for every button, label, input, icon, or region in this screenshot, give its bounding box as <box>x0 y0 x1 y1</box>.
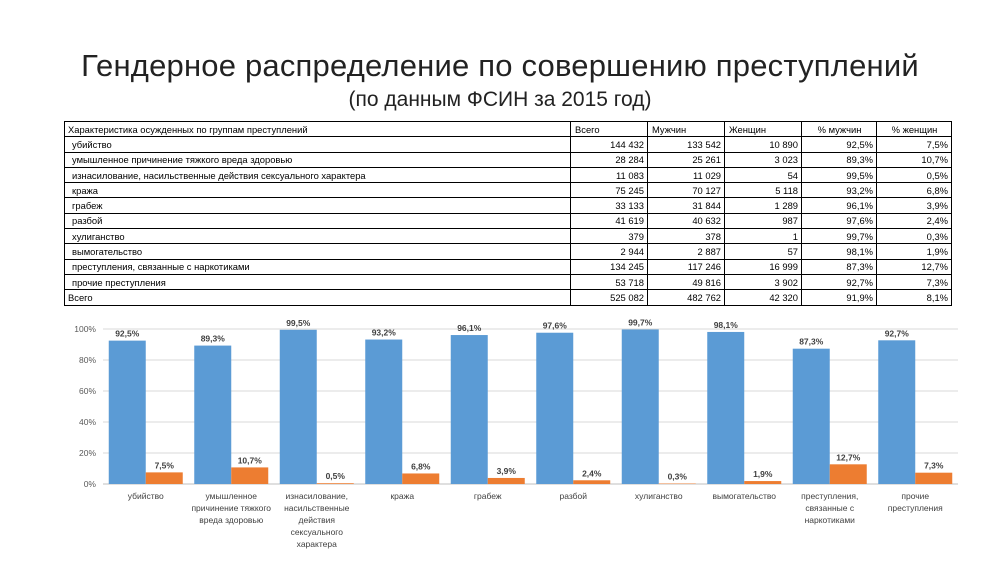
row-label: кража <box>65 183 571 198</box>
table-cell: 2 887 <box>648 244 725 259</box>
table-cell: 57 <box>725 244 802 259</box>
table-row <box>65 137 952 152</box>
table-cell: 2 944 <box>571 244 648 259</box>
table-cell: 5 118 <box>725 183 802 198</box>
bar-women <box>830 464 867 484</box>
data-label: 89,3% <box>200 333 225 344</box>
table-cell: 93,2% <box>802 183 877 198</box>
row-label: изнасилование, насильственные действия сексуального характера <box>65 167 571 182</box>
data-label: 10,7% <box>237 455 262 466</box>
table-cell: 54 <box>725 167 802 182</box>
data-label: 7,3% <box>924 460 944 471</box>
data-label: 1,9% <box>753 469 773 480</box>
x-tick-label: разбой <box>559 491 588 501</box>
table-cell: 1 <box>725 229 802 244</box>
table-cell: 1,9% <box>877 244 952 259</box>
table-cell: 0,5% <box>877 167 952 182</box>
table-cell: 133 542 <box>648 137 725 152</box>
row-label: убийство <box>65 137 571 152</box>
table-cell: 53 718 <box>571 274 648 289</box>
table-cell: 0,3% <box>877 229 952 244</box>
column-header: Мужчин <box>648 122 725 137</box>
data-label: 7,5% <box>154 460 174 471</box>
table-cell: 11 029 <box>648 167 725 182</box>
table-cell: 378 <box>648 229 725 244</box>
table-cell: 10 890 <box>725 137 802 152</box>
table-cell: 28 284 <box>571 152 648 167</box>
table-cell: 91,9% <box>802 290 877 305</box>
x-tick-label: причинение тяжкого <box>191 503 272 513</box>
table-row <box>65 183 952 198</box>
data-label: 93,2% <box>371 327 396 338</box>
data-label: 3,9% <box>496 465 516 476</box>
column-header: % женщин <box>877 122 952 137</box>
table-cell: 75 245 <box>571 183 648 198</box>
data-label: 12,7% <box>836 452 861 463</box>
table-cell: 98,1% <box>802 244 877 259</box>
column-header: % мужчин <box>802 122 877 137</box>
table-cell: 525 082 <box>571 290 648 305</box>
table-cell: 3,9% <box>877 198 952 213</box>
data-label: 96,1% <box>457 323 482 334</box>
table-header-row <box>65 122 952 137</box>
row-label: разбой <box>65 213 571 228</box>
table-row <box>65 274 952 289</box>
bar-men <box>536 333 573 484</box>
bar-men <box>194 346 231 484</box>
bar-men <box>280 330 317 484</box>
data-label: 97,6% <box>542 320 567 331</box>
table-cell: 42 320 <box>725 290 802 305</box>
row-label: вымогательство <box>65 244 571 259</box>
data-label: 6,8% <box>411 461 431 472</box>
data-table <box>64 121 952 306</box>
table-cell: 6,8% <box>877 183 952 198</box>
table-cell: 31 844 <box>648 198 725 213</box>
table-row <box>65 152 952 167</box>
table-cell: 96,1% <box>802 198 877 213</box>
bar-women <box>488 478 525 484</box>
y-tick-label: 20% <box>78 448 96 458</box>
y-tick-label: 40% <box>78 417 96 427</box>
bar-men <box>878 340 915 484</box>
table-cell: 12,7% <box>877 259 952 274</box>
table-cell: 144 432 <box>571 137 648 152</box>
table-cell: 8,1% <box>877 290 952 305</box>
table-cell: 92,7% <box>802 274 877 289</box>
x-tick-label: умышленное <box>205 491 257 501</box>
table-cell: 49 816 <box>648 274 725 289</box>
bar-women <box>317 483 354 484</box>
page-title: Гендерное распределение по совершению преступлений <box>81 48 919 83</box>
y-tick-label: 80% <box>78 355 96 365</box>
column-header: Женщин <box>725 122 802 137</box>
table-cell: 40 632 <box>648 213 725 228</box>
table-row <box>65 213 952 228</box>
table-cell: 987 <box>725 213 802 228</box>
table-row <box>65 229 952 244</box>
table-cell: 41 619 <box>571 213 648 228</box>
y-tick-label: 60% <box>78 386 96 396</box>
data-label: 0,5% <box>325 471 345 482</box>
table-cell: 3 023 <box>725 152 802 167</box>
table-cell: 25 261 <box>648 152 725 167</box>
table-cell: 1 289 <box>725 198 802 213</box>
bar-men <box>707 332 744 484</box>
table-row <box>65 198 952 213</box>
table-row <box>65 259 952 274</box>
data-label: 87,3% <box>799 336 824 347</box>
table-total-row <box>65 290 952 305</box>
page-subtitle: (по данным ФСИН за 2015 год) <box>348 88 652 111</box>
row-label: прочие преступления <box>65 274 571 289</box>
data-label: 0,3% <box>667 471 687 482</box>
table-cell: 70 127 <box>648 183 725 198</box>
x-tick-label: преступления <box>887 503 943 513</box>
x-tick-label: кража <box>390 491 415 501</box>
column-header: Характеристика осужденных по группам преступлений <box>65 122 571 137</box>
x-tick-label: сексуального <box>290 527 343 537</box>
row-label: преступления, связанные с наркотиками <box>65 259 571 274</box>
y-tick-label: 100% <box>74 324 96 334</box>
table-cell: 3 902 <box>725 274 802 289</box>
x-tick-label: убийство <box>127 491 164 501</box>
table-cell: 87,3% <box>802 259 877 274</box>
row-label: хулиганство <box>65 229 571 244</box>
bar-women <box>915 473 952 484</box>
table-cell: 99,5% <box>802 167 877 182</box>
table-cell: 117 246 <box>648 259 725 274</box>
table-cell: 89,3% <box>802 152 877 167</box>
table-cell: 10,7% <box>877 152 952 167</box>
bar-women <box>146 472 183 484</box>
x-tick-label: грабеж <box>473 491 502 501</box>
bar-men <box>622 329 659 484</box>
table-cell: 33 133 <box>571 198 648 213</box>
table-cell: 7,3% <box>877 274 952 289</box>
table-body <box>65 137 952 305</box>
data-label: 92,7% <box>884 328 909 339</box>
x-tick-label: действия <box>298 515 335 525</box>
x-tick-label: вымогательство <box>712 491 777 501</box>
table-cell: 7,5% <box>877 137 952 152</box>
x-tick-label: вреда здоровью <box>199 515 264 525</box>
data-label: 99,7% <box>628 317 653 328</box>
bar-men <box>109 341 146 484</box>
x-tick-label: изнасилование, <box>285 491 349 501</box>
row-label: грабеж <box>65 198 571 213</box>
bar-men <box>365 340 402 484</box>
x-tick-label: связанные с <box>805 503 855 513</box>
table-cell: 482 762 <box>648 290 725 305</box>
data-label: 99,5% <box>286 317 311 328</box>
y-tick-label: 0% <box>83 479 96 489</box>
table-cell: 16 999 <box>725 259 802 274</box>
row-label: Всего <box>65 290 571 305</box>
table-row <box>65 244 952 259</box>
bar-women <box>402 473 439 484</box>
bar-men <box>451 335 488 484</box>
x-tick-label: наркотиками <box>804 515 855 525</box>
table-cell: 379 <box>571 229 648 244</box>
table-cell: 97,6% <box>802 213 877 228</box>
bar-men <box>793 349 830 484</box>
bar-women <box>573 480 610 484</box>
bar-chart <box>0 312 1000 561</box>
table-cell: 134 245 <box>571 259 648 274</box>
table-cell: 2,4% <box>877 213 952 228</box>
column-header: Всего <box>571 122 648 137</box>
row-label: умышленное причинение тяжкого вреда здоровью <box>65 152 571 167</box>
x-tick-label: хулиганство <box>634 491 683 501</box>
bar-women <box>231 467 268 484</box>
table-cell: 11 083 <box>571 167 648 182</box>
x-tick-label: насильственные <box>284 503 350 513</box>
data-label: 98,1% <box>713 319 738 330</box>
x-tick-label: прочие <box>901 491 930 501</box>
bar-women <box>744 481 781 484</box>
table-cell: 92,5% <box>802 137 877 152</box>
data-label: 2,4% <box>582 468 602 479</box>
table-cell: 99,7% <box>802 229 877 244</box>
x-tick-label: преступления, <box>801 491 859 501</box>
data-label: 92,5% <box>115 328 140 339</box>
x-tick-label: характера <box>296 539 337 549</box>
table-row <box>65 167 952 182</box>
